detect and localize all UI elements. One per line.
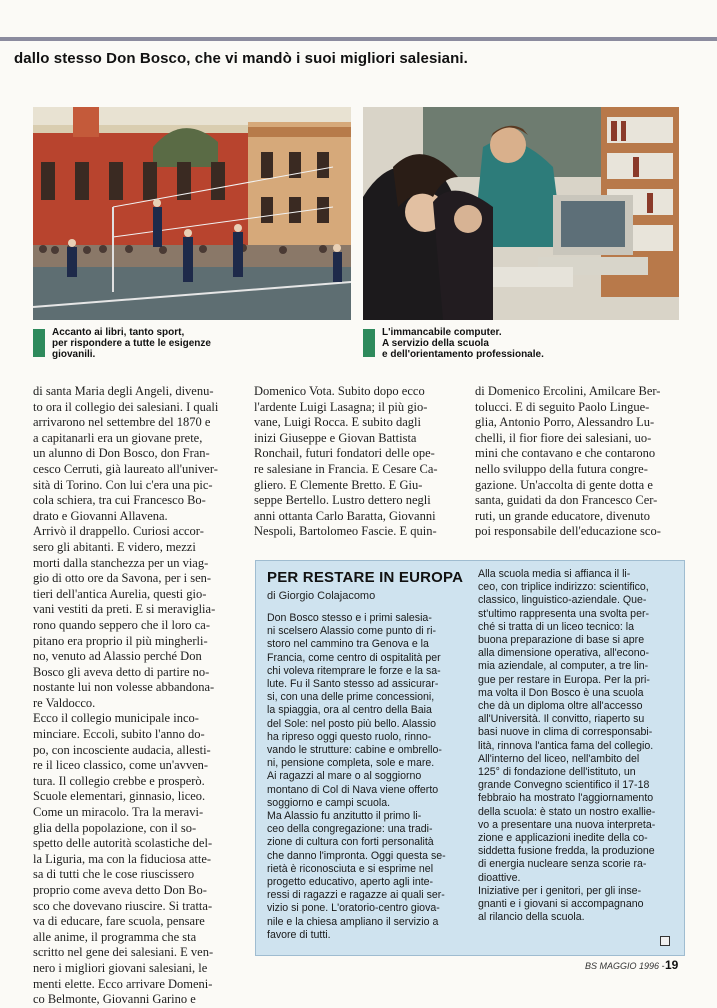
text-line: to ora il collegio dei salesiani. I quali [33, 399, 219, 414]
text-line: montano di Col di Nava viene offerto [267, 783, 439, 796]
text-line: sità di Torino. Con lui c'era una pic- [33, 477, 213, 492]
text-line: alla dimensione operativa, all'econo- [478, 647, 650, 660]
text-line: gnanti e i giovani si accompagnano [478, 898, 644, 911]
sidebar-box [255, 560, 685, 956]
text-line: all'Università. Il convitto, riaperto su [478, 713, 645, 726]
text-line: sco che dovevano riuscire. Si tratta- [33, 898, 213, 913]
text-line: Bosco gli aveva detto di partire no- [33, 664, 210, 679]
sidebar-title: PER RESTARE IN EUROPA [267, 569, 464, 586]
photo-caption-computer [363, 327, 679, 361]
text-line: vani vestiti da preti. E si meraviglia- [33, 602, 216, 617]
text-line: po, con incosciente audacia, allesti- [33, 742, 211, 757]
text-line: Ma Alassio fu anzitutto il primo li- [267, 810, 422, 823]
text-line: nostante lui non volesse abbandona- [33, 680, 215, 695]
article-column-1 [33, 384, 238, 1008]
text-line: gazione. Un'accolta di gente dotta e [475, 477, 653, 492]
text-line: buona preparazione di base si apre [478, 634, 645, 647]
text-line: Scuole elementari, ginnasio, liceo. [33, 789, 206, 804]
caption-line: e dell'orientamento professionale. [382, 349, 544, 360]
text-line: gio di otto ore da Savona, per i sen- [33, 571, 212, 586]
article-column-3 [475, 384, 680, 540]
photo-caption-sport [33, 327, 351, 361]
text-line: della scuola: è stato un nostro exallie- [478, 805, 656, 818]
text-line: Iniziative per i genitori, per gli inse- [478, 884, 642, 897]
sidebar-column-1 [267, 612, 467, 942]
caption-marker [33, 329, 45, 357]
page-number: 19 [665, 958, 679, 972]
text-line: grande Convegno scientifico il 17-18 [478, 779, 650, 792]
text-line: re Valdocco. [33, 695, 96, 710]
text-line: del Sole: nel posto più bello. Alassio [267, 717, 437, 730]
text-line: Arrivò il drappello. Curiosi accor- [33, 524, 204, 539]
caption-line: A servizio della scuola [382, 338, 489, 349]
text-line: si, con una delle prime concessioni, [267, 691, 435, 704]
caption-line: L'immancabile computer. [382, 327, 502, 338]
text-line: tolucci. E di seguito Paolo Lingue- [475, 399, 650, 414]
text-line: ha ripreso oggi questo ruolo, rinno- [267, 730, 432, 743]
footer-issue: BS MAGGIO 1996 - [585, 961, 665, 971]
end-of-article-icon [660, 936, 670, 946]
text-line: ma volta il Don Bosco è una scuola [478, 686, 644, 699]
text-line: Francia, come centro di ospitalità per [267, 651, 441, 664]
text-line: menti elette. Ecco arrivare Domeni- [33, 976, 213, 991]
text-line: no, venuto ad Alassio perché Don [33, 649, 202, 664]
text-line: nello sviluppo della futura congre- [475, 461, 648, 476]
text-line: rono quando seppero che il loro ca- [33, 617, 211, 632]
caption-marker [363, 329, 375, 357]
text-line: vando le strutture: cabine e ombrello- [267, 744, 442, 757]
text-line: chelli, il fior fiore dei salesiani, uo- [475, 430, 652, 445]
text-line: basi nuove in clima di corresponsabi- [478, 726, 653, 739]
text-line: ceo della congregazione: una tradi- [267, 823, 433, 836]
text-line: lute. Fu il Santo stesso ad assicurar- [267, 678, 439, 691]
text-line: poi responsabile dell'educazione sco- [475, 524, 661, 539]
text-line: zione di cultura con forti personalità [267, 836, 434, 849]
text-line: ché si tratta di un liceo tecnico: la [478, 620, 635, 633]
text-line: di energia nucleare senza scorie ra- [478, 858, 647, 871]
text-line: al rilancio della scuola. [478, 911, 585, 924]
text-line: ressi di ragazzi e ragazze ai quali ser- [267, 889, 445, 902]
text-line: proprio come aveva detto Don Bo- [33, 883, 207, 897]
text-line: st'ultimo rappresenta una svolta per- [478, 607, 650, 620]
text-line: che dà un diploma oltre all'accesso [478, 700, 643, 713]
text-line: lità, rinnova l'antica fama del collegio. [478, 739, 654, 752]
text-line: tura. Il collegio crebbe e prosperò. [33, 773, 205, 788]
text-line: Ecco il collegio municipale inco- [33, 711, 199, 726]
text-line: scritto nel gene dei salesiani. E ven- [33, 945, 214, 960]
text-line: nile e la chiesa ampliano il servizio a [267, 915, 439, 928]
text-line: Ai ragazzi al mare o al soggiorno [267, 770, 422, 783]
text-line: vane, Luigi Rocca. E subito dagli [254, 415, 421, 430]
text-line: cesco Cerruti, già laureato all'univer- [33, 461, 218, 476]
text-line: un alunno di Don Bosco, don Fran- [33, 446, 210, 461]
computer-photo [363, 107, 679, 320]
text-line: di santa Maria degli Angeli, divenu- [33, 384, 214, 398]
text-line: classico, linguistico-aziendale. Que- [478, 594, 647, 607]
text-line: anni ottanta Carlo Baratta, Giovanni [254, 508, 436, 523]
text-line: mini che contavano e che contarono [475, 446, 656, 461]
text-line: ruti, un grande educatore, divenuto [475, 508, 650, 523]
text-line: progetto educativo, aperto agli inte- [267, 876, 434, 889]
text-line: soggiorno e campi scuola. [267, 796, 391, 809]
text-line: alle anime, il programma che sta [33, 929, 197, 944]
text-line: co Belmonte, Giovanni Garino e [33, 992, 196, 1007]
text-line: rietà è riconosciuta e si esprime nel [267, 862, 434, 875]
text-line: pitano era proprio il più mingherli- [33, 633, 208, 648]
text-line: All'interno del liceo, nell'ambito del [478, 752, 640, 765]
text-line: storo nel cammino tra Genova e la [267, 638, 429, 651]
text-line: di Domenico Ercolini, Amilcare Ber- [475, 384, 661, 398]
text-line: Ronchail, futuri fondatori delle ope- [254, 446, 435, 461]
text-line: Don Bosco stesso e i primi salesia- [267, 612, 432, 624]
volleyball-photo [33, 107, 351, 320]
text-line: che danno l'impronta. Oggi questa se- [267, 849, 446, 862]
article-column-2 [254, 384, 459, 540]
text-line: sa di tutti che le cose riuscissero [33, 867, 195, 882]
text-line: re salesiane in Francia. E Cesare Ca- [254, 461, 438, 476]
text-line: spetto delle autorità scolastiche del- [33, 836, 213, 851]
text-line: gue per restare in Europa. Per la pri- [478, 673, 650, 686]
text-line: drato e Giovanni Allavena. [33, 508, 168, 523]
text-line: cola schiera, tra cui Francesco Bo- [33, 493, 206, 508]
text-line: zione e applicazioni inedite della co- [478, 832, 648, 845]
text-line: tieri dell'antica Aurelia, questi gio- [33, 586, 207, 601]
text-line: ni scelsero Alassio come punto di ri- [267, 625, 436, 638]
text-line: arrivarono nel settembre del 1870 e [33, 415, 211, 430]
text-line: morti dalla stanchezza per un viag- [33, 555, 209, 570]
caption-line: giovanili. [52, 349, 96, 360]
text-line: sero gli abitanti. E videro, mezzi [33, 539, 196, 554]
text-line: Come un miracolo. Tra la meravi- [33, 805, 204, 820]
text-line: nero i migliori giovani salesiani, le [33, 960, 208, 975]
text-line: Alla scuola media si affianca il li- [478, 568, 631, 580]
text-line: la Liguria, ma con la fiduciosa atte- [33, 851, 212, 866]
text-line: va di educare, fare scuola, pensare [33, 914, 205, 929]
text-line: glia della popolazione, con il so- [33, 820, 197, 835]
text-line: dioattive. [478, 871, 521, 884]
text-line: re il liceo classico, come un'avven- [33, 758, 209, 773]
text-line: chi voleva ritemprare le forze e la sa- [267, 664, 441, 677]
text-line: seppe Bertello. Lustro dettero negli [254, 493, 431, 508]
text-line: la spiaggia, ora al centro della Baia [267, 704, 432, 717]
sidebar-author: di Giorgio Colajacomo [267, 590, 376, 602]
text-line: febbraio ha mostrato l'aggiornamento [478, 792, 654, 805]
text-line: Nespoli, Bartolomeo Fascie. E quin- [254, 524, 437, 539]
text-line: favore di tutti. [267, 928, 331, 941]
sidebar-column-2 [478, 568, 676, 924]
text-line: santa, guidati da don Francesco Cer- [475, 493, 658, 508]
text-line: vizio si pone. L'oratorio-centro giova- [267, 902, 440, 915]
text-line: ni, pensione completa, sole e mare. [267, 757, 435, 770]
text-line: inizi Giuseppe e Giovan Battista [254, 430, 417, 445]
text-line: minciare. Eccoli, subito l'anno do- [33, 727, 205, 742]
caption-line: Accanto ai libri, tanto sport, [52, 327, 185, 338]
text-line: vo a presentare una nuova interpreta- [478, 818, 656, 831]
top-rule [0, 37, 717, 41]
text-line: a capitanarli era un giovane prete, [33, 430, 203, 445]
text-line: mia aziendale, al computer, a tre lin- [478, 660, 649, 673]
caption-line: per rispondere a tutte le esigenze [52, 338, 211, 349]
text-line: glia, Antonio Porro, Alessandro Lu- [475, 415, 655, 430]
text-line: ceo, con triplice indirizzo: scientifico, [478, 581, 649, 594]
text-line: Domenico Vota. Subito dopo ecco [254, 384, 425, 398]
text-line: gliero. E Clemente Bretto. E Giu- [254, 477, 423, 492]
text-line: 125° di fondazione dell'istituto, un [478, 766, 636, 779]
text-line: siddetta fusione fredda, la produzione [478, 845, 655, 858]
headline: dallo stesso Don Bosco, che vi mandò i suoi migliori salesiani. [14, 50, 468, 67]
text-line: l'ardente Luigi Lasagna; il più gio- [254, 399, 428, 414]
